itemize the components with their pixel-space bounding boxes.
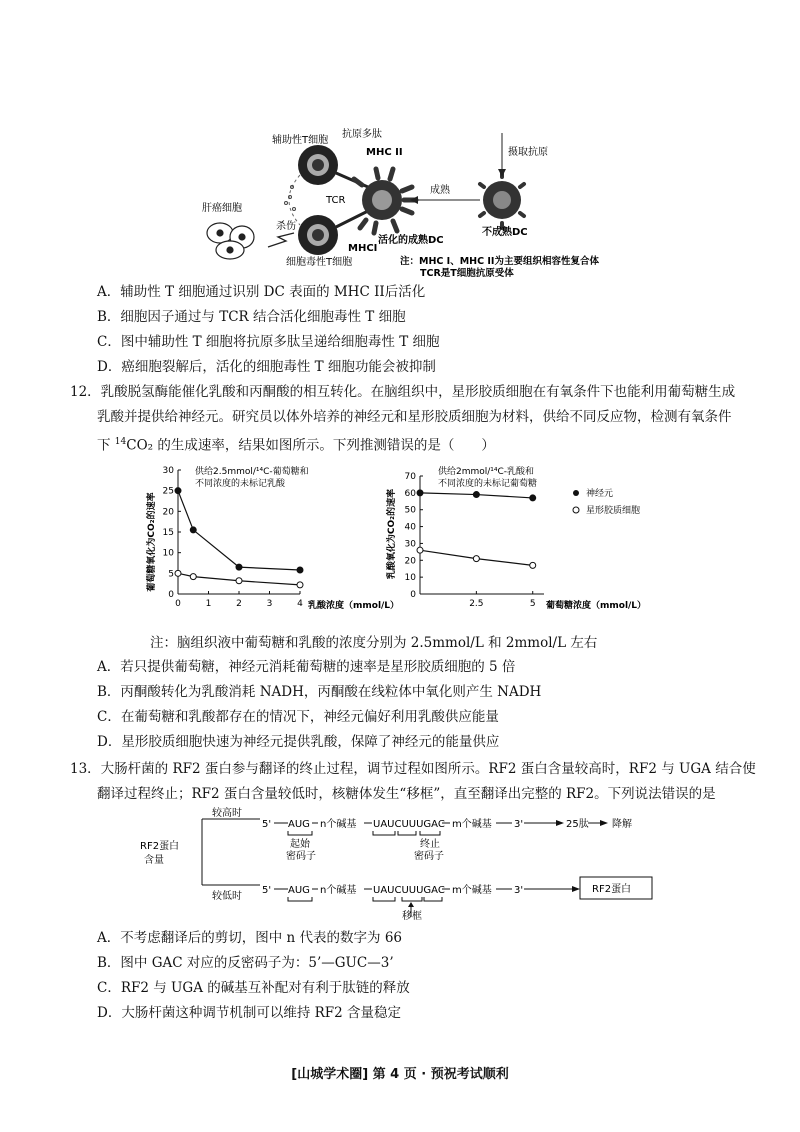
- rf2-start-label1: 起始: [290, 839, 310, 850]
- rf2-line2-seq: UAUCUUUGAC: [373, 885, 445, 896]
- chart2-xtick-label-1: 5: [529, 599, 536, 609]
- chart1-series-1-point-3: [297, 582, 303, 588]
- rf2-content-label2: 含量: [144, 855, 164, 866]
- chart-lactate-oxidation: [380, 462, 690, 622]
- label-liver-cancer: 肝癌细胞: [202, 203, 242, 214]
- q12-stem-line1: 12．乳酸脱氢酶能催化乳酸和丙酮酸的相互转化。在脑组织中，星形胶质细胞在有氧条件下也能利用葡萄糖生成: [70, 384, 736, 400]
- chart1-xtick-label-3: 3: [266, 599, 273, 609]
- chart2-ytick-label-3: 30: [404, 539, 416, 550]
- label-maturation: 成熟: [430, 185, 450, 196]
- label-kill: 杀伤: [276, 221, 296, 232]
- rf2-line1-three: 3': [514, 819, 524, 830]
- helper-t-cell: [298, 145, 338, 185]
- chart1-xlabel: 乳酸浓度（mmol/L）: [308, 601, 400, 611]
- page-footer: [山城学术圈] 第 4 页 · 预祝考试顺利: [291, 1067, 509, 1082]
- chart2-series-1-point-2: [530, 562, 536, 568]
- chart2-ytick-label-7: 70: [404, 472, 416, 482]
- note-tcr: TCR是T细胞抗原受体: [420, 268, 514, 279]
- chart1-series-1-point-2: [236, 578, 242, 584]
- chart1-ytick-label-1: 5: [168, 569, 174, 580]
- chart2-series-0-point-0: [417, 490, 423, 496]
- q12-stem-line3-pre: 下: [97, 437, 115, 454]
- label-mature-dc: 活化的成熟DC: [378, 235, 444, 246]
- chart1-title-line2: 不同浓度的未标记乳酸: [195, 479, 286, 489]
- q13-option-b: B．图中 GAC 对应的反密码子为：5’—GUC—3’: [97, 955, 394, 971]
- chart2-title-line1: 供给2mmol/¹⁴C-乳酸和: [438, 467, 535, 477]
- rf2-stop-label2: 密码子: [414, 851, 444, 862]
- chart1-xtick-label-1: 1: [205, 599, 212, 609]
- rf2-stop-label1: 终止: [420, 839, 440, 850]
- q13-option-a: A．不考虑翻译后的剪切，图中 n 代表的数字为 66: [97, 930, 402, 946]
- chart1-xtick-label-4: 4: [297, 599, 303, 609]
- chart2-series-0-point-1: [473, 492, 479, 498]
- label-mhc2: MHC II: [366, 147, 403, 158]
- label-tcr: TCR: [326, 195, 346, 206]
- label-antigen-peptide: 抗原多肽: [342, 129, 382, 140]
- q11-option-b: B．细胞因子通过与 TCR 结合活化细胞毒性 T 细胞: [97, 309, 406, 325]
- chart1-xtick-label-2: 2: [236, 599, 242, 609]
- cytotoxic-t-cell: [298, 215, 338, 255]
- q11-option-a: A．辅助性 T 细胞通过识别 DC 表面的 MHC II后活化: [97, 284, 426, 300]
- rf2-line2-n: n个碱基: [320, 885, 357, 896]
- chart2-ytick-label-1: 10: [404, 573, 416, 584]
- rf2-diagram: [140, 805, 680, 920]
- rf2-low: 较低时: [212, 891, 242, 902]
- liver-cancer-cells: [207, 223, 254, 259]
- chart1-series-0-point-2: [236, 564, 242, 570]
- chart1-series-1-point-1: [190, 574, 196, 580]
- q12-stem-line3: [97, 433, 495, 455]
- rf2-line2-aug: AUG: [288, 885, 310, 896]
- chart1-series-0-point-0: [175, 488, 181, 494]
- q13-stem-line1: 13．大肠杆菌的 RF2 蛋白参与翻译的终止过程，调节过程如图所示。RF2 蛋白含量较高时，RF2 与 UGA 结合使: [70, 761, 756, 777]
- rf2-line2-m: m个碱基: [452, 885, 492, 896]
- label-helper-t: 辅助性T细胞: [272, 135, 329, 146]
- rf2-line1-25peptide: 25肽: [566, 819, 589, 830]
- rf2-line1-five: 5': [262, 819, 272, 830]
- mature-dc-cell: [354, 169, 416, 233]
- chart2-series-1-point-0: [417, 547, 423, 553]
- rf2-line1-seq: UAUCUUUGAC: [373, 819, 445, 830]
- chart1-title-line1: 供给2.5mmol/¹⁴C-葡萄糖和: [195, 467, 309, 477]
- immune-diagram: [190, 125, 650, 279]
- q11-option-c: C．图中辅助性 T 细胞将抗原多肽呈递给细胞毒性 T 细胞: [97, 334, 440, 350]
- rf2-content-label1: RF2蛋白: [140, 841, 180, 852]
- chart2-series-1-point-1: [473, 556, 479, 562]
- chart2-ytick-label-6: 60: [404, 488, 416, 499]
- chart1-series-0-point-3: [297, 567, 303, 573]
- rf2-high: 较高时: [212, 808, 242, 819]
- chart1-ylabel: 葡萄糖氧化为CO₂的速率: [147, 492, 157, 592]
- rf2-line2-three: 3': [514, 885, 524, 896]
- chart1-xtick-label-0: 0: [175, 599, 181, 609]
- label-mhc1: MHCI: [348, 243, 378, 254]
- chart1-ytick-label-3: 15: [162, 528, 174, 538]
- rf2-line1-n: n个碱基: [320, 819, 357, 830]
- legend-astrocyte-marker: [573, 507, 579, 513]
- chart1-ytick-label-0: 0: [168, 590, 174, 600]
- rf2-frameshift: 移框: [402, 911, 422, 922]
- label-capture: 摄取抗原: [508, 147, 548, 158]
- legend-astrocyte-label: 星形胶质细胞: [586, 506, 641, 516]
- chart1-series-1-point-0: [175, 570, 181, 576]
- q12-stem-line3-sup: 14: [114, 437, 127, 447]
- q13-option-c: C．RF2 与 UGA 的碱基互补配对有利于肽链的释放: [97, 980, 410, 996]
- q12-stem-line3-post: CO₂ 的生成速率，结果如图所示。下列推测错误的是（ ）: [126, 437, 495, 454]
- q12-note: 注：脑组织液中葡萄糖和乳酸的浓度分别为 2.5mmol/L 和 2mmol/L 左右: [150, 635, 598, 651]
- chart2-xlabel: 葡萄糖浓度（mmol/L）: [546, 601, 647, 611]
- q13-stem-line2: 翻译过程终止；RF2 蛋白含量较低时，核糖体发生“移框”，直至翻译出完整的 RF2。下列说法错误的是: [97, 786, 716, 802]
- rf2-line1-m: m个碱基: [452, 819, 492, 830]
- chart2-ytick-label-2: 20: [404, 556, 416, 567]
- chart2-ytick-label-5: 50: [404, 505, 416, 516]
- chart1-ytick-label-6: 30: [162, 466, 174, 476]
- chart2-ytick-label-0: 0: [410, 590, 416, 600]
- q13-option-d: D．大肠杆菌这种调节机制可以维持 RF2 含量稳定: [97, 1005, 402, 1021]
- rf2-line2-five: 5': [262, 885, 272, 896]
- rf2-line1-degrade: 降解: [612, 819, 632, 830]
- q12-stem-line2: 乳酸并提供给神经元。研究员以体外培养的神经元和星形胶质细胞为材料，供给不同反应物，检测有氧条件: [97, 409, 732, 425]
- label-cytotoxic-t: 细胞毒性T细胞: [286, 257, 353, 268]
- q12-option-b: B．丙酮酸转化为乳酸消耗 NADH，丙酮酸在线粒体中氧化则产生 NADH: [97, 684, 542, 700]
- chart1-ytick-label-2: 10: [162, 548, 174, 559]
- legend-neuron-label: 神经元: [586, 489, 614, 499]
- chart2-title-line2: 不同浓度的未标记葡萄糖: [438, 479, 538, 489]
- rf2-line1-aug: AUG: [288, 819, 310, 830]
- chart2-ylabel: 乳酸氧化为CO₂的速率: [387, 488, 397, 580]
- q12-option-d: D．星形胶质细胞快速为神经元提供乳酸，保障了神经元的能量供应: [97, 734, 500, 750]
- q11-option-d: D．癌细胞裂解后，活化的细胞毒性 T 细胞功能会被抑制: [97, 359, 436, 375]
- rf2-result-box-label: RF2蛋白: [592, 884, 632, 895]
- q12-option-a: A．若只提供葡萄糖，神经元消耗葡萄糖的速率是星形胶质细胞的 5 倍: [97, 659, 516, 675]
- chart2-series-0-point-2: [530, 495, 536, 501]
- chart2-ytick-label-4: 40: [404, 522, 416, 533]
- label-immature-dc: 不成熟DC: [482, 227, 528, 238]
- q12-option-c: C．在葡萄糖和乳酸都存在的情况下，神经元偏好利用乳酸供应能量: [97, 709, 499, 725]
- note-mhc: 注：MHC I、MHC II为主要组织相容性复合体: [400, 256, 599, 267]
- immature-dc-cell: [480, 172, 524, 228]
- rf2-start-label2: 密码子: [286, 851, 316, 862]
- chart2-xtick-label-0: 2.5: [469, 599, 484, 609]
- legend-neuron-marker: [573, 490, 579, 496]
- chart1-ytick-label-4: 20: [162, 507, 174, 518]
- chart1-series-0-point-1: [190, 527, 196, 533]
- chart1-ytick-label-5: 25: [162, 486, 174, 497]
